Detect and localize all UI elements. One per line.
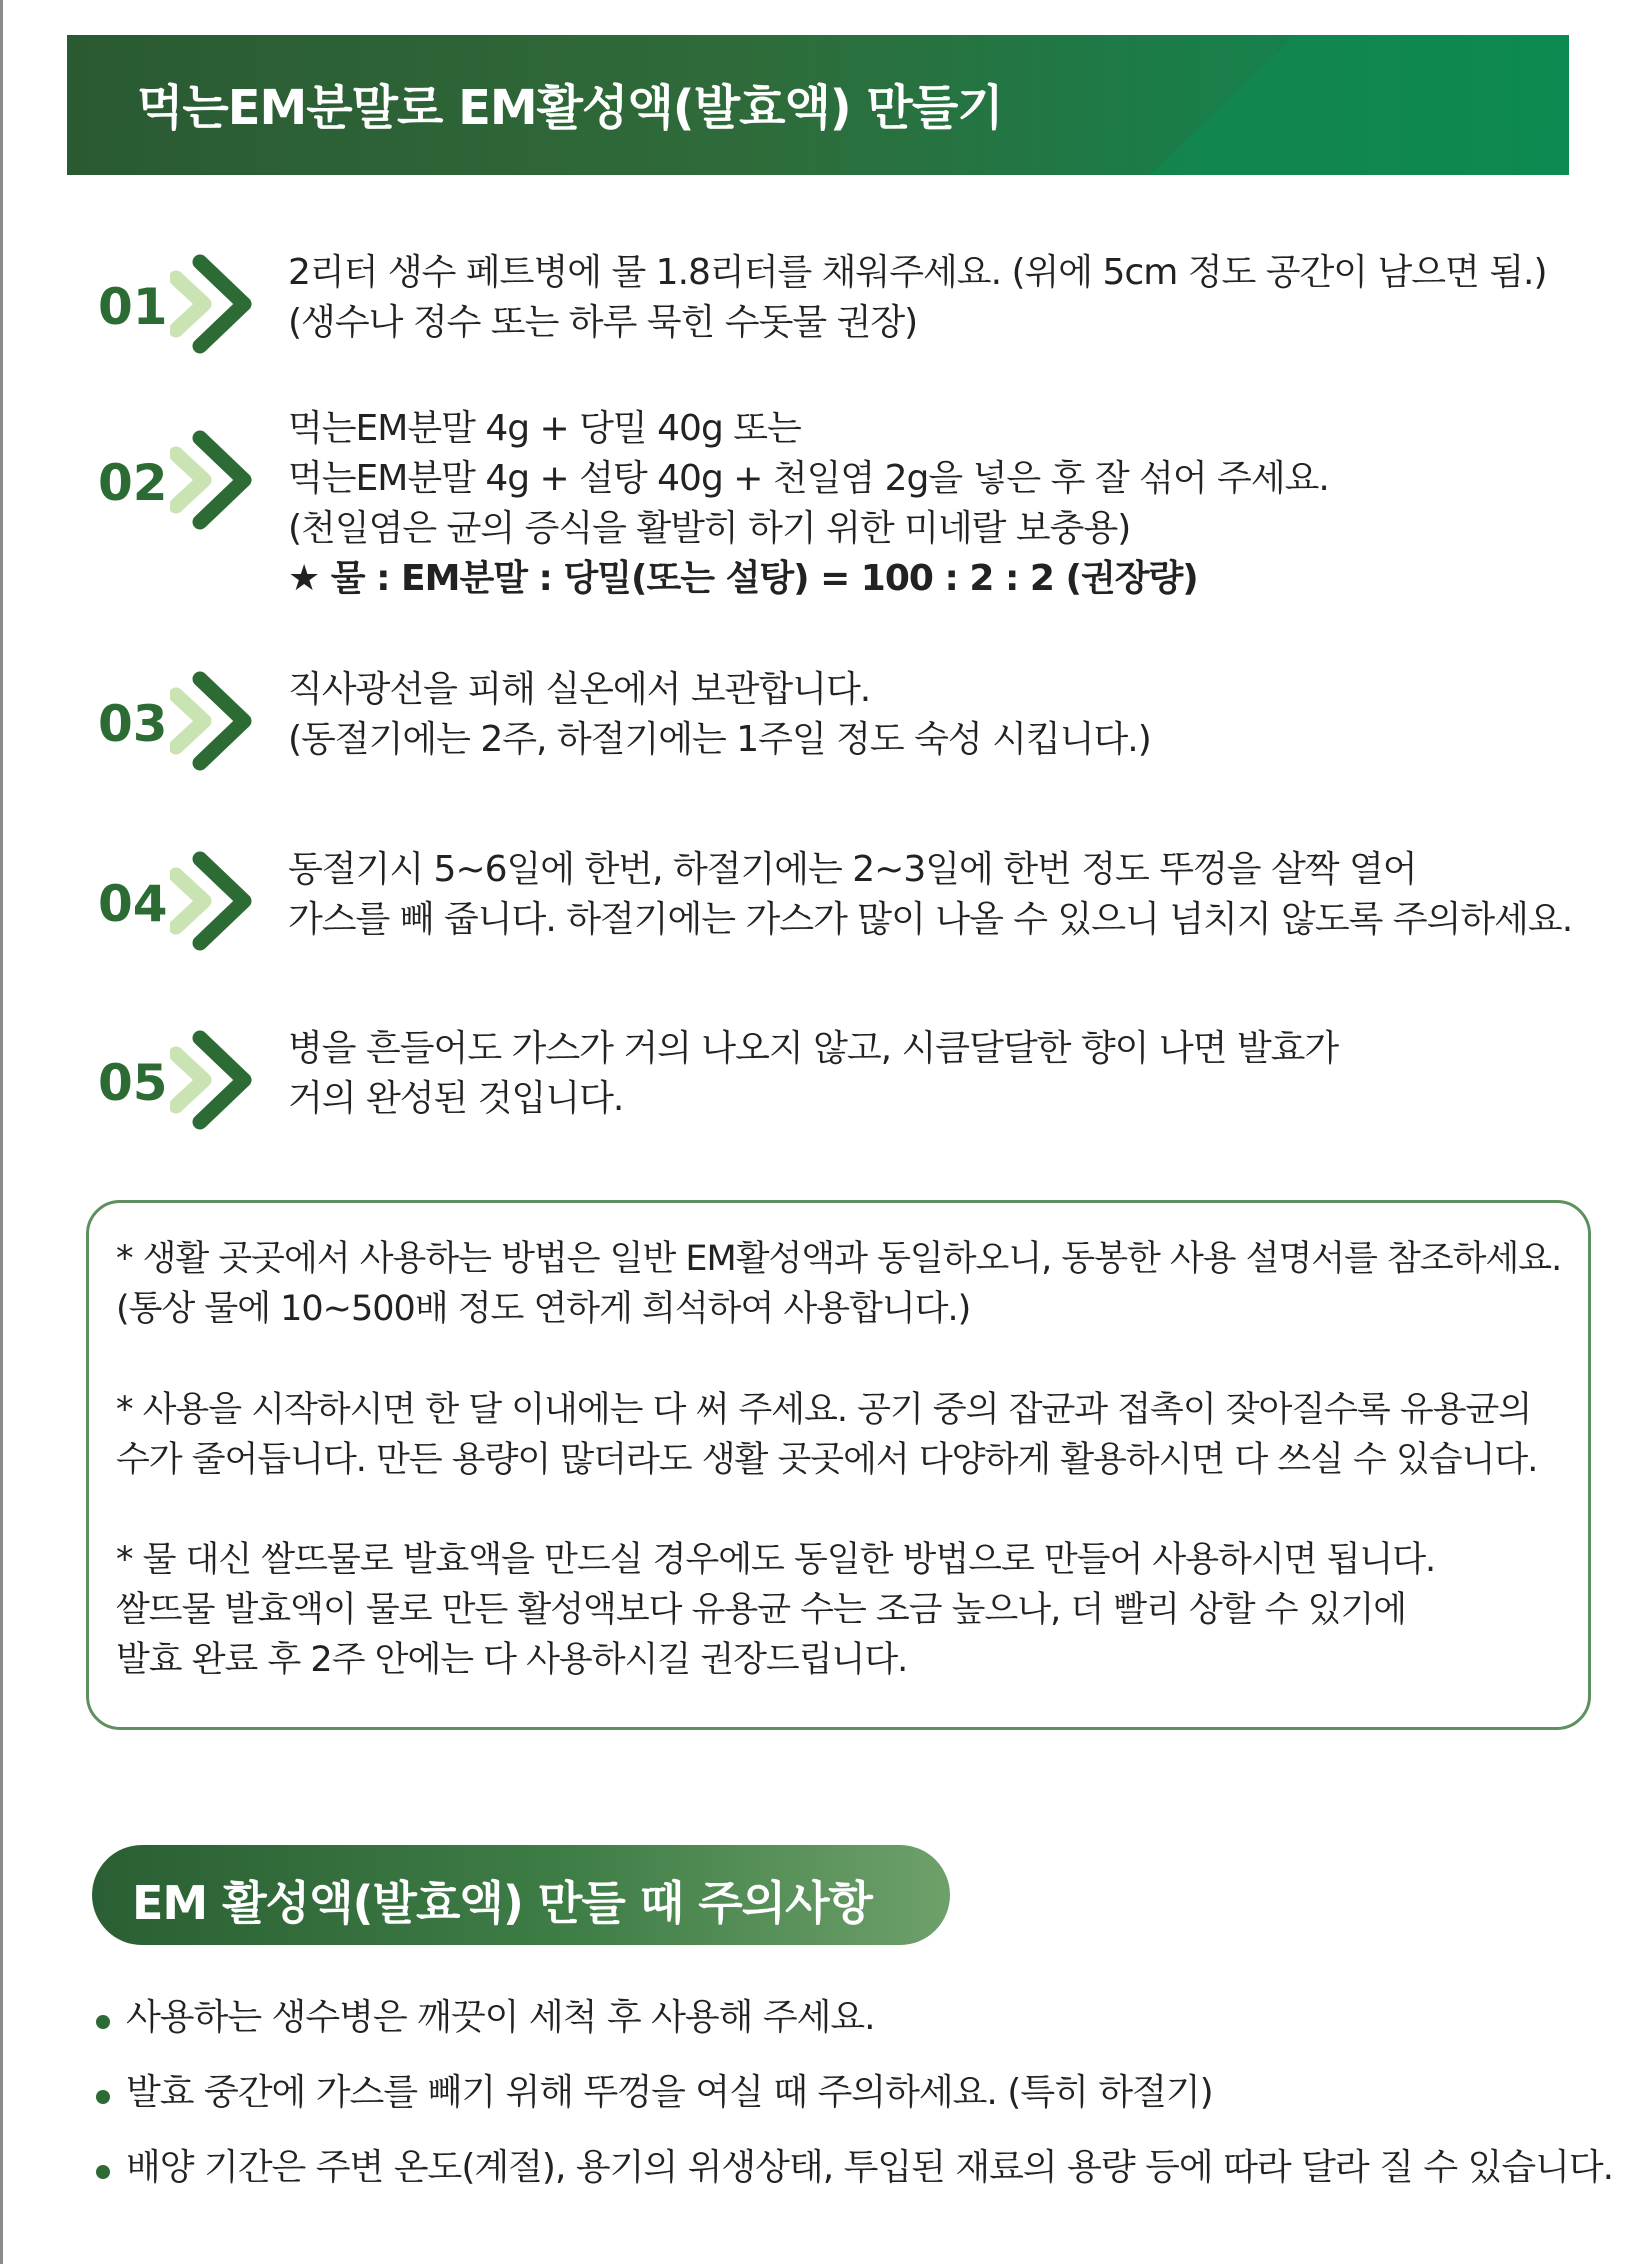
step-line: (생수나 정수 또는 하루 묵힌 수돗물 권장) — [288, 302, 918, 343]
note-line: * 사용을 시작하시면 한 달 이내에는 다 써 주세요. 공기 중의 잡균과 접촉이 잦아질수록 유용균의 — [116, 1390, 1532, 1430]
banner-shade — [1149, 35, 1569, 175]
double-chevron-icon — [170, 428, 260, 532]
note-usage — [116, 1234, 1561, 1334]
note-rice-water — [116, 1535, 1435, 1685]
step-line: 직사광선을 피해 실온에서 보관합니다. — [288, 669, 871, 710]
step-text — [288, 665, 1151, 765]
step-line: (천일염은 균의 증식을 활발히 하기 위한 미네랄 보충용) — [288, 508, 1131, 549]
step-number: 01 — [98, 278, 168, 336]
note-line: (통상 물에 10~500배 정도 연하게 희석하여 사용합니다.) — [116, 1289, 971, 1329]
step-line: 먹는EM분말 4g + 당밀 40g 또는 — [288, 408, 801, 449]
page-title: 먹는EM분말로 EM활성액(발효액) 만들기 — [137, 80, 1003, 136]
caution-item-text: 배양 기간은 주변 온도(계절), 용기의 위생상태, 투입된 재료의 용량 등에 따라 달라 질 수 있습니다. — [126, 2147, 1614, 2188]
step-line: 먹는EM분말 4g + 설탕 40g + 천일염 2g을 넣은 후 잘 섞어 주세요. — [288, 458, 1329, 499]
step-line: 동절기시 5~6일에 한번, 하절기에는 2~3일에 한번 정도 뚜껑을 살짝 열어 — [288, 849, 1417, 890]
note-line: 수가 줄어듭니다. 만든 용량이 많더라도 생활 곳곳에서 다양하게 활용하시면 다 쓰실 수 있습니다. — [116, 1440, 1538, 1480]
caution-item-text: 발효 중간에 가스를 빼기 위해 뚜껑을 여실 때 주의하세요. (특히 하절기) — [126, 2072, 1213, 2113]
step-line: 가스를 빼 줍니다. 하절기에는 가스가 많이 나올 수 있으니 넘치지 않도록 주의하세요. — [288, 899, 1573, 940]
step-line: 2리터 생수 페트병에 물 1.8리터를 채워주세요. (위에 5cm 정도 공간이 남으면 됨.) — [288, 252, 1547, 293]
ratio-highlight: ★ 물 : EM분말 : 당밀(또는 설탕) = 100 : 2 : 2 (권장량) — [288, 558, 1198, 599]
step-number: 02 — [98, 454, 168, 512]
caution-header — [92, 1845, 950, 1945]
bullet-dot-icon — [96, 2090, 110, 2104]
step-line: (동절기에는 2주, 하절기에는 1주일 정도 숙성 시킵니다.) — [288, 719, 1151, 760]
step-number: 05 — [98, 1054, 168, 1112]
note-line: 발효 완료 후 2주 안에는 다 사용하시길 권장드립니다. — [116, 1640, 908, 1680]
bullet-dot-icon — [96, 2165, 110, 2179]
step-line: 거의 완성된 것입니다. — [288, 1078, 624, 1119]
double-chevron-icon — [170, 252, 260, 356]
title-banner — [67, 35, 1569, 175]
note-line: * 생활 곳곳에서 사용하는 방법은 일반 EM활성액과 동일하오니, 동봉한 사용 설명서를 참조하세요. — [116, 1239, 1562, 1279]
caution-title: EM 활성액(발효액) 만들 때 주의사항 — [132, 1876, 872, 1930]
page-edge — [0, 0, 3, 2264]
note-line: 쌀뜨물 발효액이 물로 만든 활성액보다 유용균 수는 조금 높으나, 더 빨리 상할 수 있기에 — [116, 1590, 1407, 1630]
note-line: * 물 대신 쌀뜨물로 발효액을 만드실 경우에도 동일한 방법으로 만들어 사용하시면 됩니다. — [116, 1540, 1436, 1580]
step-number: 03 — [98, 695, 168, 753]
caution-item-text: 사용하는 생수병은 깨끗이 세척 후 사용해 주세요. — [126, 1997, 875, 2038]
step-text — [288, 1024, 1338, 1124]
step-text — [288, 404, 1329, 604]
step-text — [288, 248, 1547, 348]
bullet-dot-icon — [96, 2015, 110, 2029]
step-line: 병을 흔들어도 가스가 거의 나오지 않고, 시큼달달한 향이 나면 발효가 — [288, 1028, 1339, 1069]
step-text — [288, 845, 1572, 945]
double-chevron-icon — [170, 669, 260, 773]
double-chevron-icon — [170, 849, 260, 953]
note-expiry — [116, 1385, 1537, 1485]
step-number: 04 — [98, 875, 168, 933]
double-chevron-icon — [170, 1028, 260, 1132]
